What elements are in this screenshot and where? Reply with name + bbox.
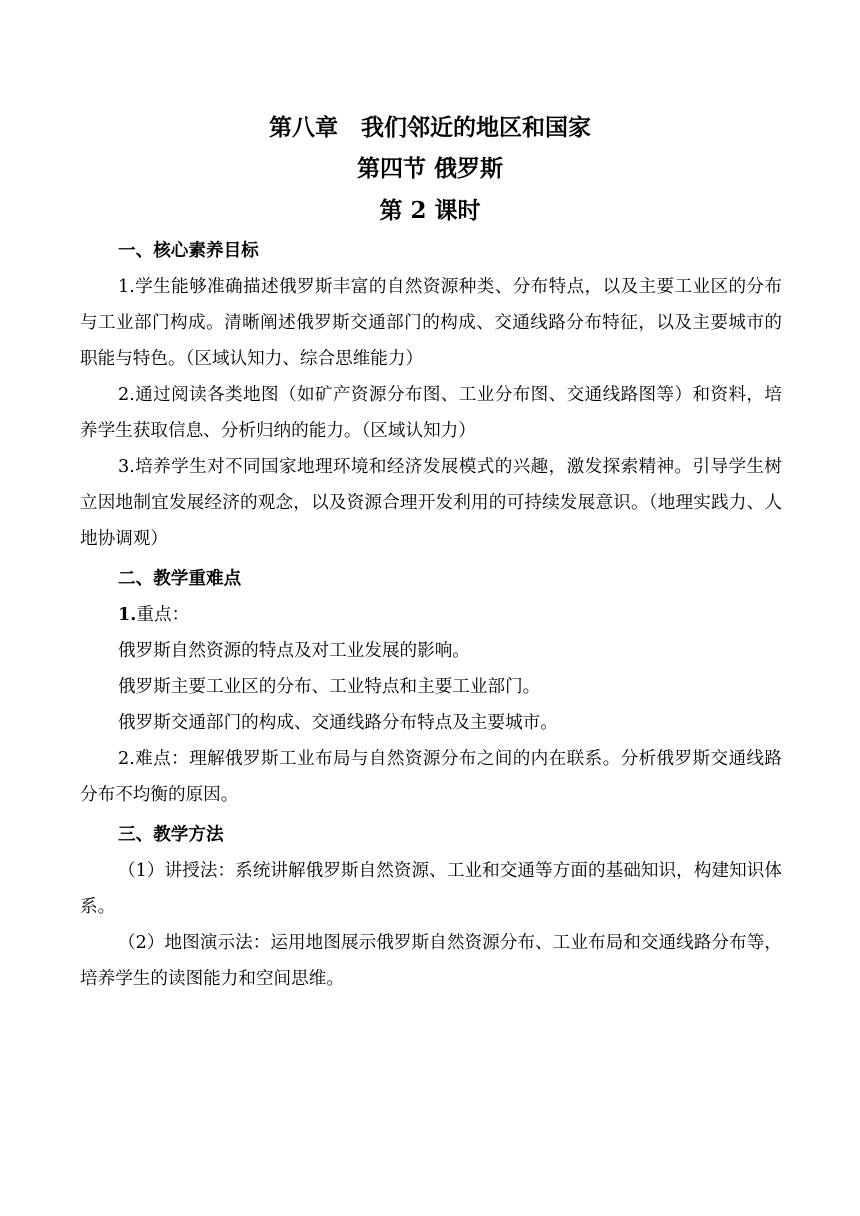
objective-1: 1.学生能够准确描述俄罗斯丰富的自然资源种类、分布特点，以及主要工业区的分布与工业部门构成。清晰阐述俄罗斯交通部门的构成、交通线路分布特征，以及主要城市的职能与特色。（区域认知力、综合思维能力） (80, 277, 782, 369)
method-2: （2）地图演示法：运用地图展示俄罗斯自然资源分布、工业布局和交通线路分布等，培养学生的读图能力和空间思维。 (80, 933, 782, 989)
key-point-number: 1. (118, 604, 137, 625)
section1-heading: 一、核心素养目标 (118, 240, 259, 261)
key-point-text: 重点： (136, 605, 190, 625)
key-point-item: 俄罗斯主要工业区的分布、工业特点和主要工业部门。 (118, 677, 541, 697)
section2-heading: 二、教学重难点 (118, 568, 242, 589)
objective-3: 3.培养学生对不同国家地理环境和经济发展模式的兴趣，激发探索精神。引导学生树立因地制宜发展经济的观念，以及资源合理开发利用的可持续发展意识。（地理实践力、人地协调观） (80, 457, 782, 549)
section-title: 第四节 俄罗斯 (356, 155, 503, 182)
key-point-item: 俄罗斯交通部门的构成、交通线路分布特点及主要城市。 (118, 713, 558, 733)
key-point-label (80, 597, 782, 633)
document-body (80, 233, 782, 997)
method-1: （1）讲授法：系统讲解俄罗斯自然资源、工业和交通等方面的基础知识，构建知识体系。 (80, 861, 782, 917)
section3-heading: 三、教学方法 (118, 824, 224, 845)
objective-2: 2.通过阅读各类地图（如矿产资源分布图、工业分布图、交通线路图等）和资料，培养学生获取信息、分析归纳的能力。（区域认知力） (80, 385, 782, 441)
key-point-item: 俄罗斯自然资源的特点及对工业发展的影响。 (118, 641, 470, 661)
lesson-title: 第 2 课时 (379, 197, 481, 224)
chapter-title: 第八章 我们邻近的地区和国家 (269, 114, 591, 141)
difficulty-point: 2.难点：理解俄罗斯工业布局与自然资源分布之间的内在联系。分析俄罗斯交通线路分布不均衡的原因。 (80, 749, 782, 805)
